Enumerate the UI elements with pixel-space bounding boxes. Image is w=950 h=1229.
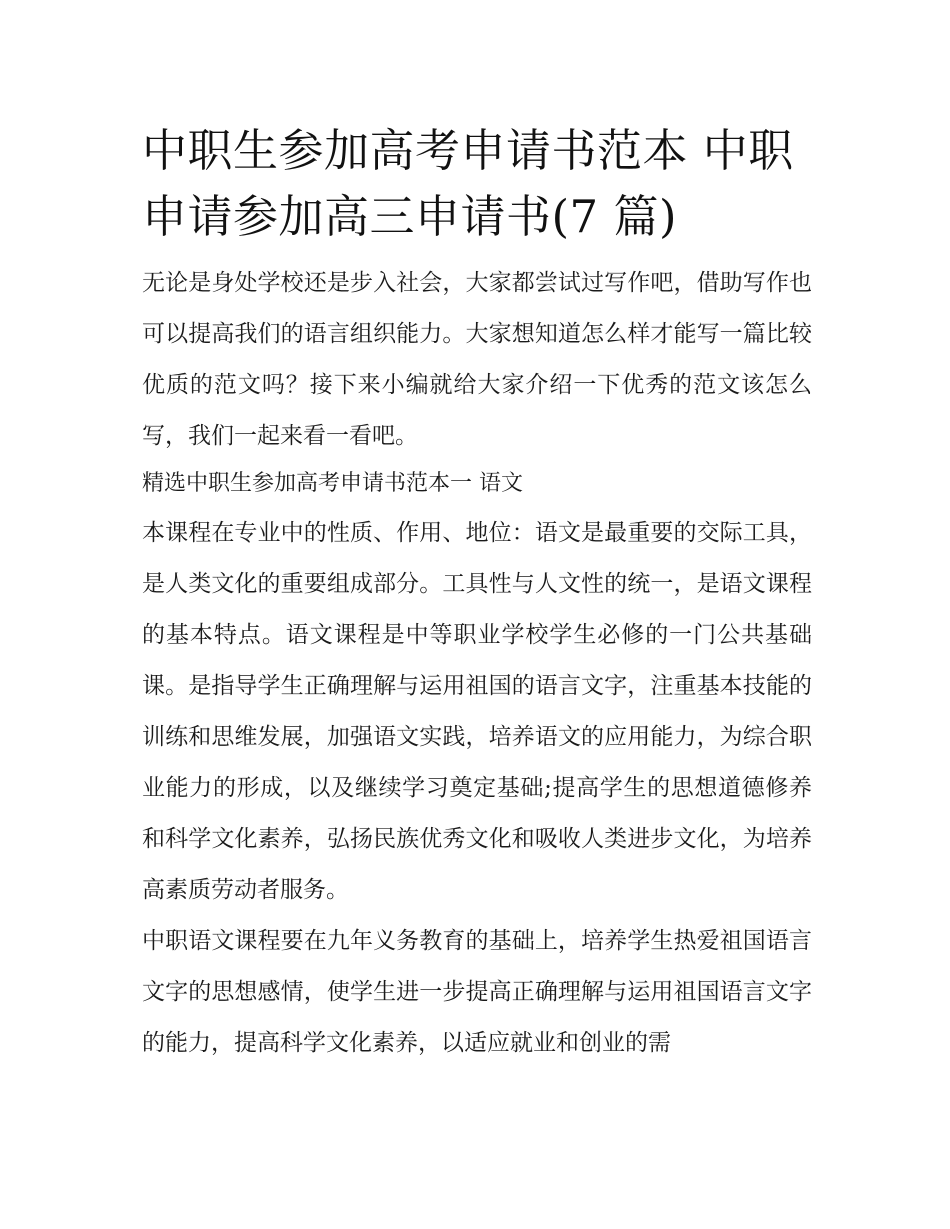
intro-paragraph: 无论是身处学校还是步入社会，大家都尝试过写作吧，借助写作也可以提高我们的语言组织能力。大家想知道怎么样才能写一篇比较优质的范文吗？接下来小编就给大家介绍一下优秀的范文该怎么写，我们一起来看一看吧。	[142, 270, 812, 449]
document-body	[142, 118, 812, 1069]
section-heading: 精选中职生参加高考申请书范本一 语文	[142, 471, 523, 496]
document-title: 中职生参加高考申请书范本 中职申请参加高三申请书(7 篇)	[142, 124, 794, 243]
body-paragraph-2: 中职语文课程要在九年义务教育的基础上，培养学生热爱祖国语言文字的思想感情，使学生进一步提高正确理解与运用祖国语言文字的能力，提高科学文化素养，以适应就业和创业的需	[142, 928, 812, 1056]
body-paragraph-1: 本课程在专业中的性质、作用、地位：语文是最重要的交际工具，是人类文化的重要组成部分。工具性与人文性的统一，是语文课程的基本特点。语文课程是中等职业学校学生必修的一门公共基础课。是指导学生正确理解与运用祖国的语言文字，注重基本技能的训练和思维发展，加强语文实践，培养语文的应用能力，为综合职业能力的形成，以及继续学习奠定基础;提高学生的思想道德修养和科学文化素养，弘扬民族优秀文化和吸收人类进步文化，为培养高素质劳动者服务。	[142, 520, 812, 903]
